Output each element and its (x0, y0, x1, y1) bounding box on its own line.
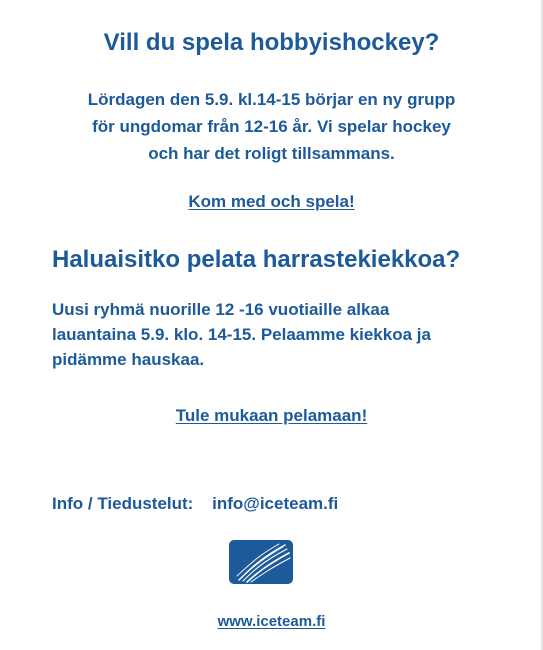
swedish-body-line: och har det roligt tillsammans. (148, 144, 395, 163)
contact-email[interactable]: info@iceteam.fi (212, 494, 339, 513)
finnish-headline: Haluaisitko pelata harrastekiekkoa? (52, 246, 461, 273)
footer-url (0, 612, 543, 632)
swedish-headline: Vill du spela hobbyishockey? (103, 29, 440, 56)
finnish-cta (0, 404, 543, 428)
swedish-body-line: för ungdomar från 12-16 år. Vi spelar hockey (92, 117, 451, 136)
finnish-body-line: Uusi ryhmä nuorille 12 -16 vuotiaille alkaa (52, 300, 390, 319)
contact-info (52, 492, 338, 516)
finnish-body-line: pidämme hauskaa. (52, 350, 205, 369)
swedish-body-line: Lördagen den 5.9. kl.14-15 börjar en ny grupp (87, 90, 456, 109)
swedish-body (40, 86, 503, 167)
swedish-cta (0, 190, 543, 214)
iceteam-logo-icon (229, 540, 293, 584)
website-link[interactable]: www.iceteam.fi (217, 613, 326, 630)
finnish-cta-link[interactable]: Tule mukaan pelamaan! (175, 406, 368, 425)
finnish-body-line: lauantaina 5.9. klo. 14-15. Pelaamme kiekkoa ja (52, 325, 431, 344)
contact-label: Info / Tiedustelut: (52, 494, 194, 513)
finnish-body (52, 297, 522, 372)
swedish-cta-link[interactable]: Kom med och spela! (188, 192, 355, 211)
